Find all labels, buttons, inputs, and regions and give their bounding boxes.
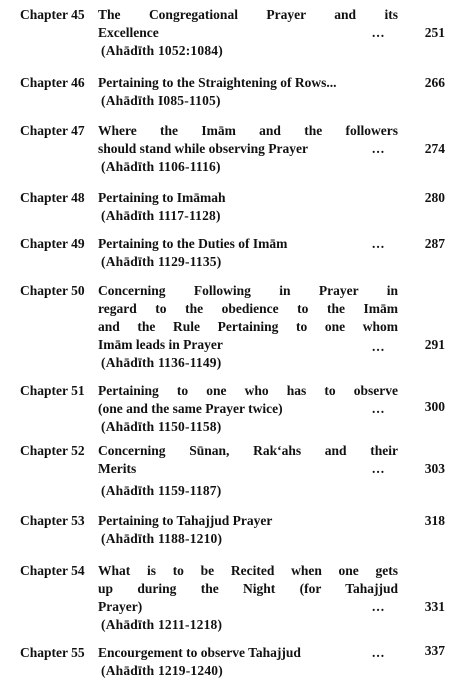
leader-dots: ... <box>372 645 386 660</box>
chapter-body <box>98 644 398 680</box>
ahadith-range: (Ahādīth 1150-1158) <box>101 419 222 434</box>
ahadith-range: (Ahādīth 1188-1210) <box>101 531 223 546</box>
page-number: 274 <box>424 141 445 156</box>
ahadith-range: (Ahādīth 1159-1187) <box>101 483 222 498</box>
leader-dots: ... <box>372 339 386 354</box>
toc-entry-chapter-46 <box>20 74 445 112</box>
chapter-title-line: Pertaining to Tahajjud Prayer <box>98 513 273 528</box>
chapter-title-line: Excellence <box>98 25 159 40</box>
chapter-title-line: Pertaining to the Straightening of Rows... <box>98 75 337 90</box>
page-number: 291 <box>424 337 445 352</box>
toc-entry-chapter-47 <box>20 122 445 178</box>
chapter-title-line: The Congregational Prayer and its <box>98 7 398 22</box>
chapter-title-line: up during the Night (for Tahajjud <box>98 581 398 596</box>
toc-entry-chapter-53 <box>20 512 445 550</box>
chapter-body <box>98 6 398 60</box>
chapter-body <box>98 562 398 634</box>
chapter-label: Chapter 54 <box>20 563 85 578</box>
chapter-body <box>98 189 398 225</box>
chapter-title-line: (one and the same Prayer twice) <box>98 401 283 416</box>
chapter-body <box>98 382 398 436</box>
chapter-body <box>98 282 398 372</box>
page-number: 300 <box>424 399 445 414</box>
page-number: 331 <box>424 599 445 614</box>
chapter-title-line: Imām leads in Prayer <box>98 337 223 352</box>
chapter-label: Chapter 49 <box>20 236 85 251</box>
chapter-label: Chapter 47 <box>20 123 85 138</box>
ahadith-range: (Ahādīth 1052:1084) <box>101 43 223 58</box>
chapter-title-line: Concerning Sūnan, Rak‘ahs and their <box>98 443 398 458</box>
ahadith-range: (Ahādīth 1106-1116) <box>101 159 221 174</box>
chapter-body <box>98 442 398 500</box>
chapter-label: Chapter 45 <box>20 7 85 22</box>
ahadith-range: (Ahādīth 1136-1149) <box>101 355 222 370</box>
toc-entry-chapter-48 <box>20 189 445 227</box>
chapter-title-line: Pertaining to one who has to observe <box>98 383 398 398</box>
leader-dots: ... <box>372 401 386 416</box>
toc-entry-chapter-51 <box>20 382 445 438</box>
chapter-title-line: Encourgement to observe Tahajjud <box>98 645 301 660</box>
chapter-title-line: Pertaining to the Duties of Imām <box>98 236 288 251</box>
page-number: 266 <box>424 75 445 90</box>
page-number: 318 <box>424 513 445 528</box>
ahadith-range: (Ahādīth 1117-1128) <box>101 208 221 223</box>
chapter-body <box>98 74 408 110</box>
toc-entry-chapter-49 <box>20 235 445 273</box>
chapter-title-line: What is to be Recited when one gets <box>98 563 398 578</box>
chapter-body <box>98 122 398 176</box>
ahadith-range: (Ahādīth 1219-1240) <box>101 663 223 678</box>
chapter-title-line: Where the Imām and the followers <box>98 123 398 138</box>
page-number: 251 <box>424 25 445 40</box>
leader-dots: ... <box>372 236 386 251</box>
page-number: 303 <box>424 461 445 476</box>
toc-entry-chapter-55 <box>20 644 445 682</box>
leader-dots: ... <box>372 25 386 40</box>
ahadith-range: (Ahādīth 1211-1218) <box>101 617 223 632</box>
chapter-label: Chapter 46 <box>20 75 85 90</box>
toc-entry-chapter-50 <box>20 282 445 374</box>
ahadith-range: (Ahādīth I085-1105) <box>101 93 221 108</box>
chapter-title-line: Merits <box>98 461 137 476</box>
toc-entry-chapter-54 <box>20 562 445 636</box>
page-number: 337 <box>424 643 445 658</box>
chapter-label: Chapter 51 <box>20 383 85 398</box>
page-number: 280 <box>424 190 445 205</box>
chapter-body <box>98 235 398 271</box>
chapter-label: Chapter 50 <box>20 283 85 298</box>
leader-dots: ... <box>372 599 386 614</box>
toc-entry-chapter-45 <box>20 6 445 62</box>
chapter-title-line: and the Rule Pertaining to one whom <box>98 319 398 334</box>
chapter-title-line: Pertaining to Imāmah <box>98 190 226 205</box>
chapter-title-line: should stand while observing Prayer <box>98 141 309 156</box>
toc-entry-chapter-52 <box>20 442 445 498</box>
chapter-label: Chapter 53 <box>20 513 85 528</box>
ahadith-range: (Ahādīth 1129-1135) <box>101 254 222 269</box>
page-number: 287 <box>424 236 445 251</box>
chapter-body <box>98 512 398 548</box>
leader-dots: ... <box>372 141 386 156</box>
chapter-label: Chapter 55 <box>20 645 85 660</box>
chapter-title-line: regard to the obedience to the Imām <box>98 301 398 316</box>
chapter-label: Chapter 48 <box>20 190 85 205</box>
leader-dots: ... <box>372 461 386 476</box>
chapter-title-line: Concerning Following in Prayer in <box>98 283 398 298</box>
chapter-label: Chapter 52 <box>20 443 85 458</box>
chapter-title-line: Prayer) <box>98 599 143 614</box>
